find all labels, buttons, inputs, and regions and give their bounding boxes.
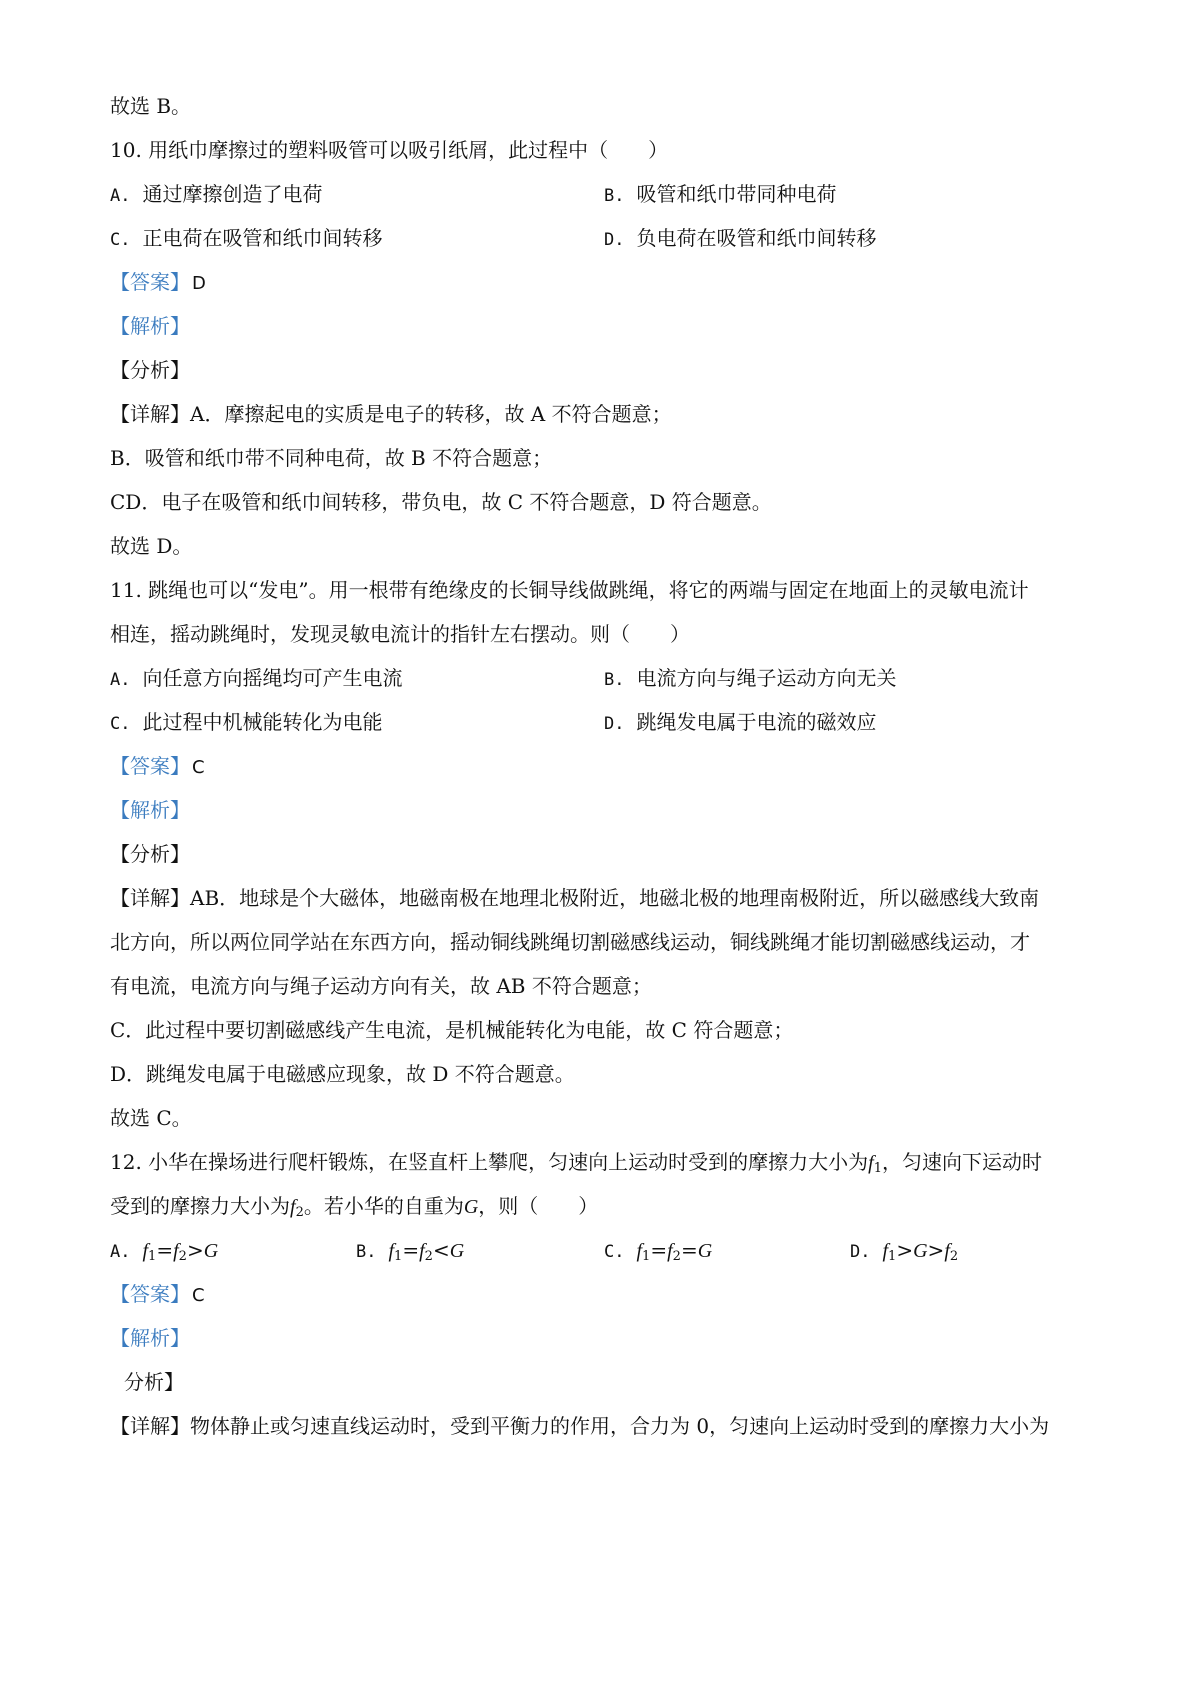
subscript: 1 bbox=[642, 1249, 651, 1264]
q11-option-b bbox=[604, 664, 896, 694]
operator: = bbox=[650, 1238, 668, 1262]
var-f: f bbox=[882, 1240, 889, 1262]
stem-text: 12. 小华在操场进行爬杆锻炼，在竖直杆上攀爬，匀速向上运动时受到的摩擦力大小为 bbox=[110, 1150, 869, 1174]
question-12-stem-2 bbox=[110, 1192, 598, 1227]
q11-option-a bbox=[110, 664, 402, 694]
q12-detail-1: 【详解】物体静止或匀速直线运动时，受到平衡力的作用，合力为 0，匀速向上运动时受到的摩擦力大小为 bbox=[110, 1414, 1050, 1438]
option-text: 此过程中机械能转化为电能 bbox=[142, 710, 383, 734]
option-text: 负电荷在吸管和纸巾间转移 bbox=[636, 226, 877, 250]
option-text: 吸管和纸巾带同种电荷 bbox=[636, 182, 837, 206]
q11-option-c bbox=[110, 708, 382, 738]
q11-conclusion: 故选 C。 bbox=[110, 1106, 192, 1130]
var-f: f bbox=[388, 1240, 395, 1262]
q11-fenxi-label: 【分析】 bbox=[110, 842, 190, 866]
var-g: G bbox=[203, 1240, 219, 1262]
answer-label: 【答案】 bbox=[110, 754, 190, 778]
q11-detail-3: 有电流，电流方向与绳子运动方向有关，故 AB 不符合题意； bbox=[110, 974, 652, 998]
q12-fenxi-label: 分析】 bbox=[124, 1370, 184, 1394]
operator: > bbox=[927, 1238, 945, 1262]
q12-jiexi-label: 【解析】 bbox=[110, 1326, 190, 1350]
subscript: 1 bbox=[394, 1249, 403, 1264]
q10-jiexi-label: 【解析】 bbox=[110, 314, 190, 338]
answer-value: C bbox=[192, 757, 205, 778]
q10-detail-3: CD．电子在吸管和纸巾间转移，带负电，故 C 不符合题意，D 符合题意。 bbox=[110, 490, 772, 514]
operator: > bbox=[186, 1238, 204, 1262]
var-f: f bbox=[142, 1240, 149, 1262]
q10-option-b bbox=[604, 180, 836, 210]
option-letter: C. bbox=[110, 230, 131, 250]
question-11-stem-2: 相连，摇动跳绳时，发现灵敏电流计的指针左右摆动。则（ ） bbox=[110, 622, 690, 646]
option-letter: C. bbox=[110, 714, 131, 734]
q10-detail-1: 【详解】A．摩擦起电的实质是电子的转移，故 A 不符合题意； bbox=[110, 402, 672, 426]
option-text: 向任意方向摇绳均可产生电流 bbox=[142, 666, 403, 690]
option-letter: C. bbox=[604, 1242, 625, 1262]
option-letter: D. bbox=[604, 230, 625, 250]
var-f: f bbox=[290, 1196, 296, 1218]
option-text: 电流方向与绳子运动方向无关 bbox=[636, 666, 897, 690]
option-letter: B. bbox=[356, 1242, 377, 1262]
option-letter: A. bbox=[110, 186, 131, 206]
answer-label: 【答案】 bbox=[110, 1282, 190, 1306]
q11-detail-5: D．跳绳发电属于电磁感应现象，故 D 不符合题意。 bbox=[110, 1062, 575, 1086]
operator: = bbox=[402, 1238, 420, 1262]
option-letter: A. bbox=[110, 670, 131, 690]
operator: > bbox=[896, 1238, 914, 1262]
conclusion-line: 故选 B。 bbox=[110, 94, 192, 118]
q10-detail-2: B．吸管和纸巾带不同种电荷，故 B 不符合题意； bbox=[110, 446, 553, 470]
operator: = bbox=[680, 1238, 698, 1262]
subscript: 2 bbox=[949, 1249, 959, 1264]
subscript: 1 bbox=[888, 1249, 897, 1264]
q11-detail-2: 北方向，所以两位同学站在东西方向，摇动铜线跳绳切割磁感线运动，铜线跳绳才能切割磁感线运动，才 bbox=[110, 930, 1030, 954]
q12-answer bbox=[110, 1280, 205, 1310]
operator: = bbox=[156, 1238, 174, 1262]
subscript: 2 bbox=[178, 1249, 187, 1264]
q10-option-d bbox=[604, 224, 876, 254]
var-f: f bbox=[944, 1240, 950, 1262]
question-11-stem-1: 11. 跳绳也可以“发电”。用一根带有绝缘皮的长铜导线做跳绳，将它的两端与固定在地面上的灵敏电流计 bbox=[110, 578, 1029, 602]
answer-label: 【答案】 bbox=[110, 270, 190, 294]
option-letter: D. bbox=[850, 1242, 871, 1262]
subscript: 1 bbox=[148, 1249, 157, 1264]
q11-jiexi-label: 【解析】 bbox=[110, 798, 190, 822]
question-12-stem-1 bbox=[110, 1148, 1042, 1183]
option-letter: A. bbox=[110, 1242, 131, 1262]
subscript: 1 bbox=[873, 1161, 883, 1176]
question-10-stem: 10. 用纸巾摩擦过的塑料吸管可以吸引纸屑，此过程中（ ） bbox=[110, 138, 669, 162]
var-f: f bbox=[419, 1240, 425, 1262]
q10-conclusion: 故选 D。 bbox=[110, 534, 193, 558]
option-text: 通过摩擦创造了电荷 bbox=[142, 182, 323, 206]
var-f: f bbox=[868, 1152, 874, 1174]
var-f: f bbox=[173, 1240, 179, 1262]
q11-detail-4: C．此过程中要切割磁感线产生电流，是机械能转化为电能，故 C 符合题意； bbox=[110, 1018, 794, 1042]
q12-option-a bbox=[110, 1236, 218, 1271]
answer-value: D bbox=[192, 273, 206, 294]
subscript: 2 bbox=[295, 1205, 304, 1220]
var-f: f bbox=[636, 1240, 643, 1262]
option-text: 正电荷在吸管和纸巾间转移 bbox=[142, 226, 383, 250]
subscript: 2 bbox=[672, 1249, 681, 1264]
var-g: G bbox=[913, 1240, 928, 1262]
q11-option-d bbox=[604, 708, 876, 738]
option-letter: D. bbox=[604, 714, 625, 734]
option-text: 跳绳发电属于电流的磁效应 bbox=[636, 710, 877, 734]
q11-answer bbox=[110, 752, 205, 782]
stem-text: 。若小华的自重为 bbox=[303, 1194, 464, 1218]
q12-option-d bbox=[850, 1236, 958, 1271]
option-letter: B. bbox=[604, 186, 625, 206]
stem-text: ，则（ ） bbox=[478, 1194, 599, 1218]
q10-option-c bbox=[110, 224, 382, 254]
answer-value: C bbox=[192, 1285, 205, 1306]
var-g: G bbox=[463, 1196, 479, 1218]
operator: < bbox=[432, 1238, 450, 1262]
q10-option-a bbox=[110, 180, 322, 210]
var-g: G bbox=[697, 1240, 713, 1262]
q12-option-c bbox=[604, 1236, 712, 1271]
q10-answer bbox=[110, 268, 206, 298]
var-g: G bbox=[449, 1240, 465, 1262]
option-letter: B. bbox=[604, 670, 625, 690]
var-f: f bbox=[667, 1240, 673, 1262]
stem-text: 受到的摩擦力大小为 bbox=[110, 1194, 290, 1218]
q12-option-b bbox=[356, 1236, 464, 1271]
subscript: 2 bbox=[424, 1249, 433, 1264]
q10-fenxi-label: 【分析】 bbox=[110, 358, 190, 382]
q11-detail-1: 【详解】AB．地球是个大磁体，地磁南极在地理北极附近，地磁北极的地理南极附近，所以磁感线大致南 bbox=[110, 886, 1040, 910]
stem-text: ，匀速向下运动时 bbox=[882, 1150, 1043, 1174]
